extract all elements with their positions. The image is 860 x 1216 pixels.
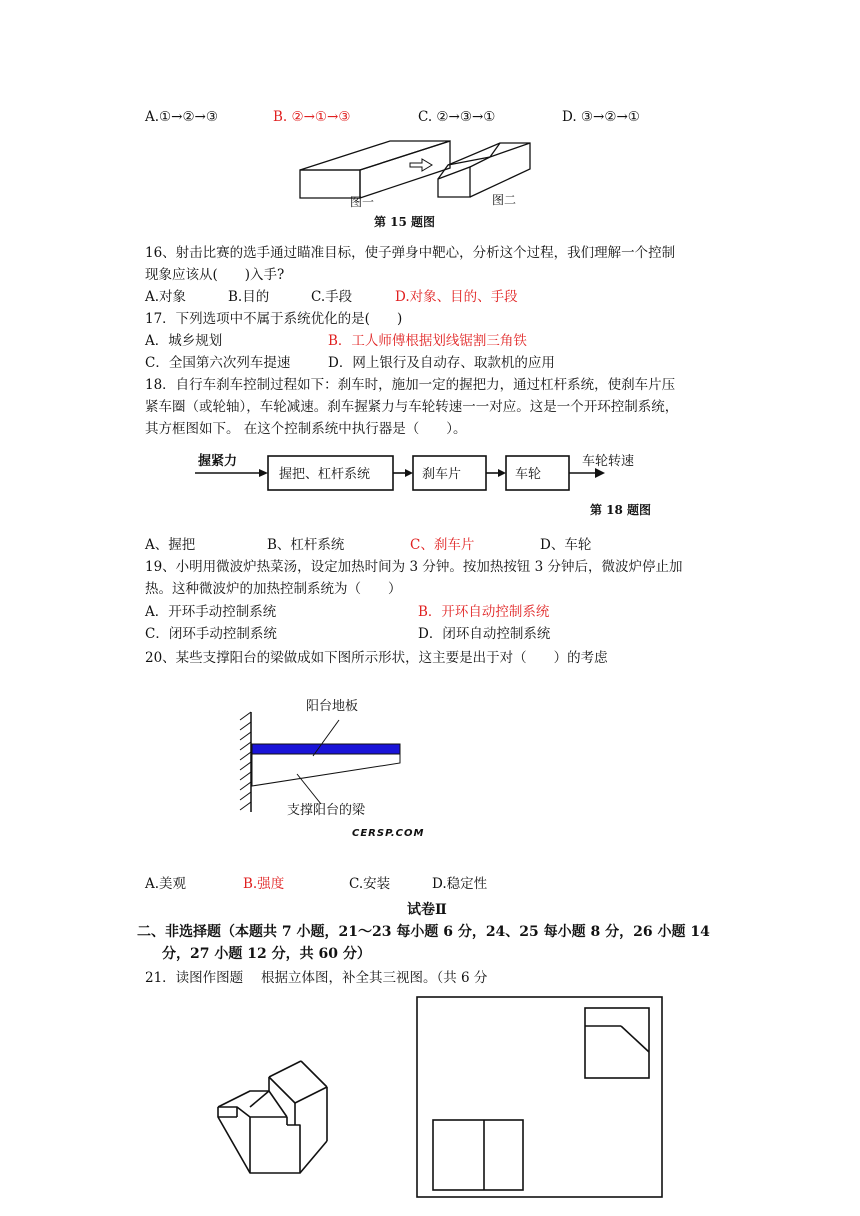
q15-caption: 第 15 题图: [374, 215, 436, 229]
q19-option-a: A．开环手动控制系统: [145, 604, 277, 620]
q21-three-view-frame: [416, 996, 664, 1200]
q18-caption: 第 18 题图: [590, 503, 652, 517]
q18-option-c: C、刹车片: [410, 537, 475, 553]
q18-stem-line1: 18．自行车刹车控制过程如下：刹车时，施加一定的握把力，通过杠杆系统，使刹车片压: [145, 377, 676, 393]
q18-box1-label: 握把、杠杆系统: [279, 467, 371, 482]
q19-option-d: D．闭环自动控制系统: [418, 626, 551, 642]
q20-stem: 20、某些支撑阳台的梁做成如下图所示形状，这主要是出于对（ ）的考虑: [145, 650, 608, 666]
part2-title: 试卷Ⅱ: [407, 902, 447, 918]
q20-option-d: D.稳定性: [432, 876, 488, 892]
q17-option-b: B．工人师傅根据划线锯割三角铁: [328, 333, 527, 349]
q18-input-label: 握紧力: [198, 454, 238, 469]
q21-isometric-solid: [215, 1055, 335, 1180]
q15-fig1-label: 图一: [350, 195, 375, 209]
q16-stem-line1: 16、射击比赛的选手通过瞄准目标，使子弹身中靶心，分析这个过程，我们理解一个控制: [145, 245, 676, 261]
q15-option-d: D. ③→②→①: [562, 109, 640, 125]
q16-option-b: B.目的: [228, 289, 270, 305]
q15-option-b: B. ②→①→③: [273, 109, 351, 125]
q18-box2-label: 刹车片: [422, 467, 462, 482]
q17-option-a: A．城乡规划: [145, 333, 223, 349]
q18-option-d: D、车轮: [540, 537, 592, 553]
q17-option-d: D．网上银行及自动存、取款机的应用: [328, 355, 555, 371]
q15-option-c: C. ②→③→①: [418, 109, 496, 125]
q15-fig2-label: 图二: [492, 193, 517, 207]
q18-option-b: B、杠杆系统: [267, 537, 345, 553]
q19-option-c: C．闭环手动控制系统: [145, 626, 277, 642]
q16-stem-line2: 现象应该从( )入手?: [145, 267, 285, 283]
q17-option-c: C．全国第六次列车提速: [145, 355, 291, 371]
part2-heading-line1: 二、非选择题（本题共 7 小题，21～23 每小题 6 分，24、25 每小题 8 分，26 小题 14: [137, 924, 710, 940]
q20-watermark: CERSP.COM: [352, 828, 425, 839]
q20-option-b: B.强度: [243, 876, 285, 892]
q16-option-c: C.手段: [311, 289, 353, 305]
part2-heading-line2: 分，27 小题 12 分，共 60 分）: [162, 946, 371, 962]
q18-option-a: A、握把: [145, 537, 196, 553]
q20-floor-label: 阳台地板: [306, 699, 359, 714]
q15-option-a: A.①→②→③: [145, 109, 218, 125]
q18-output-label: 车轮转速: [582, 454, 635, 469]
q19-option-b: B．开环自动控制系统: [418, 604, 550, 620]
q16-option-d: D.对象、目的、手段: [395, 289, 518, 305]
q21-stem: 21．读图作图题 根据立体图，补全其三视图。（共 6 分: [145, 970, 488, 986]
q16-option-a: A.对象: [145, 289, 187, 305]
q20-option-a: A.美观: [145, 876, 187, 892]
q19-stem-line2: 热。这种微波炉的加热控制系统为（ ）: [145, 581, 402, 597]
q20-beam-label: 支撑阳台的梁: [287, 803, 366, 818]
q17-stem: 17．下列选项中不属于系统优化的是( ): [145, 311, 403, 327]
q19-stem-line1: 19、小明用微波炉热菜汤，设定加热时间为 3 分钟。按加热按钮 3 分钟后，微波炉停止加: [145, 559, 683, 575]
q20-option-c: C.安装: [349, 876, 391, 892]
q18-box3-label: 车轮: [515, 467, 542, 482]
q18-stem-line3: 其方框图如下。 在这个控制系统中执行器是（ ）。: [145, 421, 467, 437]
q18-stem-line2: 紧车圈（或轮轴），车轮减速。刹车握紧力与车轮转速一一对应。这是一个开环控制系统，: [145, 399, 679, 415]
